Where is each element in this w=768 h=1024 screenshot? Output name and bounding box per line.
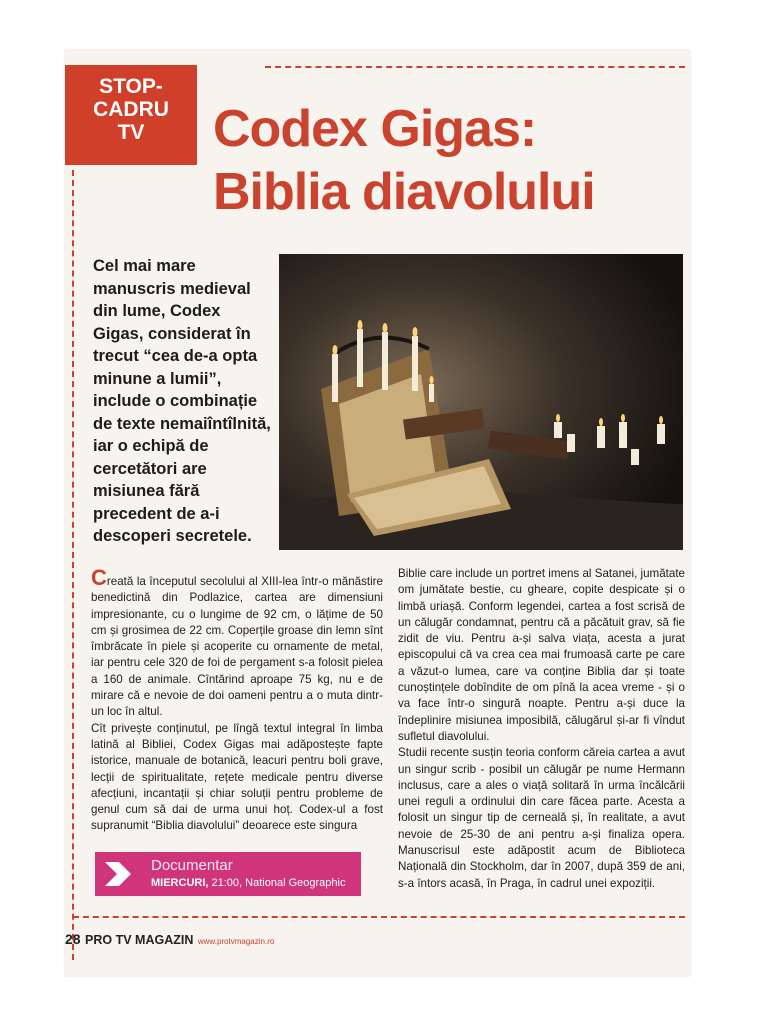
badge-line-3: TV: [117, 121, 145, 144]
body-paragraph-3: Biblie care include un portret imens al Satanei, jumătate om jumătate bestie, cu gheare, copite despicate și o limbă uriașă. Conform legendei, cartea a fost scrisă de un călugăr condamnat, pentru că a păcătuit grav, să fie zidit de viu. Pentru a-și salva viața, acesta a jurat episcopului că va crea cea mai frumoasă carte pe care a văzut-o lumea, care va conține Biblia dar și toate cunoștințele dobîndite de om pînă la acea vreme - și o va face într-o singură noapte. Pentru a-și duce la îndeplinire misiunea imposibilă, călugărul și-ar fi vîndut sufletul diavolului.: [398, 567, 685, 743]
dashed-divider-left: [72, 170, 74, 960]
documentar-schedule: MIERCURI, 21:00, National Geographic: [151, 877, 346, 889]
article-title: [213, 98, 595, 224]
title-line-2: Biblia diavolului: [213, 163, 595, 221]
page-number: 28: [65, 931, 81, 947]
dashed-divider-top: [265, 66, 685, 68]
section-badge: [65, 65, 197, 165]
body-paragraph-2: Cît privește conținutul, pe lîngă textul integral în limba latină al Bibliei, Codex Gigas mai adăpostește fapte istorice, manuale de botanică, leacuri pentru boli grave, lecții de spiritualitate, rețete medicale pentru diverse afecțiuni, incantații și chiar soluții pentru probleme de genul cum să dai de urma unui hoț. Codex-ul a fost supranumit “Biblia diavolului” deoarece este singura: [91, 721, 383, 833]
body-column-2: [398, 566, 685, 892]
documentar-label: Documentar: [151, 857, 233, 874]
drop-cap: C: [91, 565, 107, 590]
article-lede: Cel mai mare manuscris medieval din lume, Codex Gigas, considerat în trecut “cea de-a opta minune a lumii”, include o combinație de texte nemaiîntîlnită, iar o echipă de cercetători are misiunea fără precedent de a-i descoperi secretele.: [93, 257, 271, 545]
title-line-1: Codex Gigas:: [213, 100, 537, 158]
page-footer: [65, 931, 274, 949]
body-paragraph-4: Studii recente susțin teoria conform căreia cartea a avut un singur scrib - posibil un călugăr pe nume Hermann inclusus, care a ales o viață solitară în urma încălcării unei reguli a ordinului din care făcea parte. Acesta a folosit un singur tip de cerneală și, în realitate, a avut nevoie de 25-30 de ani pentru a-și finaliza opera. Manuscrisul este adăpostit acum de Biblioteca Națională din Stockholm, dar în 2007, după 359 de ani, s-a întors acasă, în Praga, în cadrul unei expoziții.: [398, 746, 685, 890]
magazine-page: [65, 50, 690, 976]
badge-line-1: STOP-: [99, 75, 163, 98]
codex-photo: [279, 254, 683, 550]
documentar-banner: [95, 852, 361, 896]
magazine-url: www.protvmagazin.ro: [197, 937, 275, 946]
body-column-1: [91, 565, 383, 835]
badge-line-2: CADRU: [93, 98, 169, 121]
body-paragraph-1: Creată la începutul secolului al XIII-lea într-o mănăstire benedictină din Podlazice, cartea are dimensiuni impresionante, cu o lungime de 92 cm, o lățime de 50 cm și grosimea de 22 cm. Coperțile groase din lemn sînt îmbrăcate în piele și acoperite cu ornamente de metal, iar pentru cele 320 de foi de pergament s-a folosit pielea a 160 de animale. Cîntărind aproape 75 kg, nu e de mirare că e nevoie de doi oameni pentru a o muta dintr-un loc în altul.: [91, 565, 383, 719]
dashed-divider-bottom: [73, 916, 685, 918]
magazine-name: PRO TV MAGAZIN: [85, 933, 194, 947]
arrow-right-icon: [95, 852, 141, 896]
